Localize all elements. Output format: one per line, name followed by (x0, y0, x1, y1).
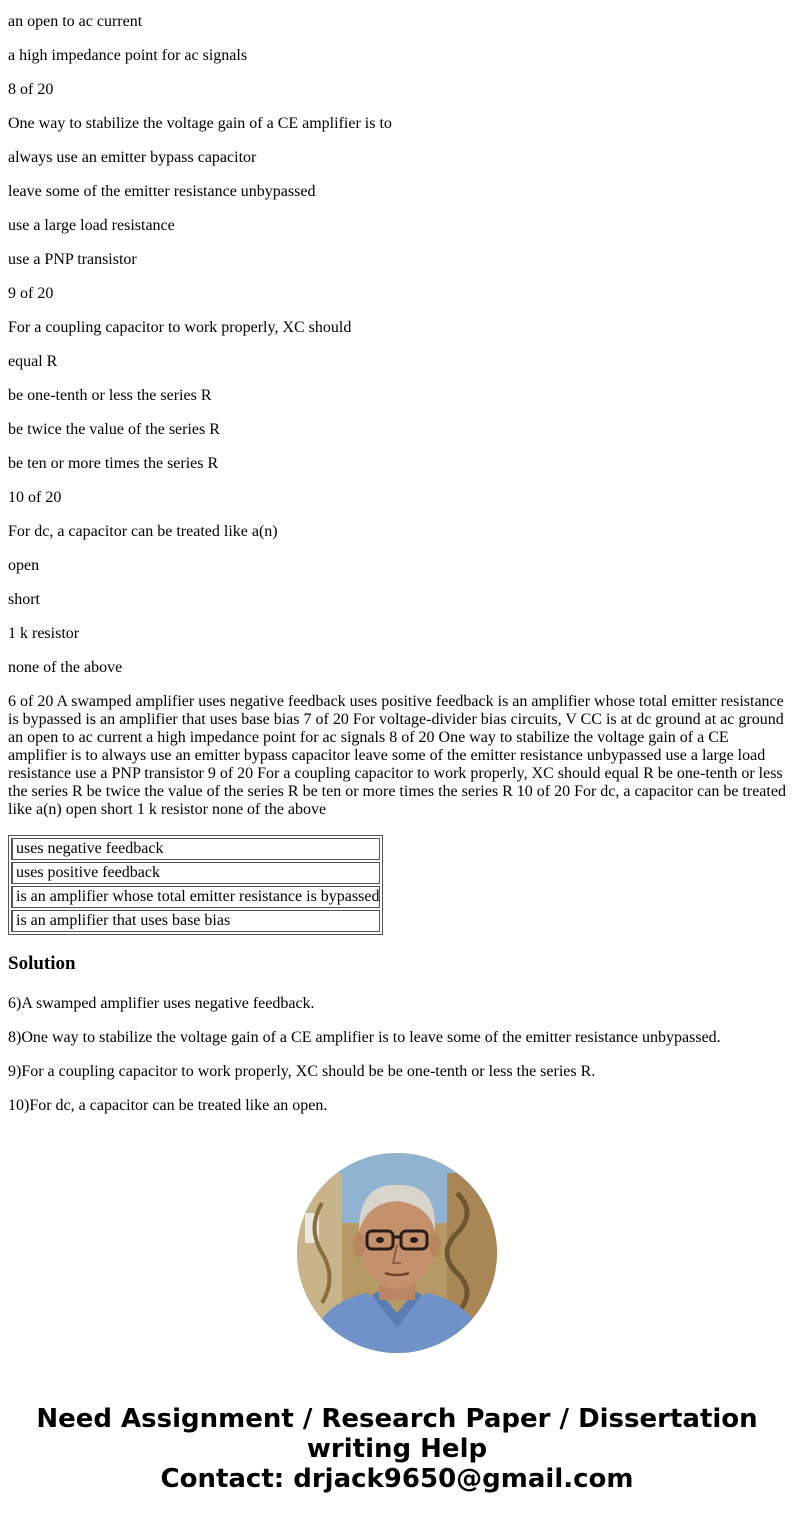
document-body (8, 13, 788, 1131)
author-avatar (297, 1153, 497, 1353)
question-text: For a coupling capacitor to work properly, XC should (8, 319, 352, 336)
question-number: 9 of 20 (8, 285, 54, 302)
option-text: leave some of the emitter resistance unbypassed (8, 183, 316, 200)
table-row (11, 838, 380, 860)
question-text: For dc, a capacitor can be treated like a(n) (8, 523, 278, 540)
table-cell: is an amplifier whose total emitter resistance is bypassed (11, 886, 380, 908)
table-cell: is an amplifier that uses base bias (11, 910, 380, 932)
table-cell: uses positive feedback (11, 862, 380, 884)
table-row (11, 910, 380, 932)
question-number: 10 of 20 (8, 489, 62, 506)
option-text: be twice the value of the series R (8, 421, 220, 438)
answer-line: 8)One way to stabilize the voltage gain of a CE amplifier is to leave some of the emitter resistance unbypassed. (8, 1029, 721, 1046)
question-lines (8, 13, 788, 677)
option-text: short (8, 591, 40, 608)
question-text: One way to stabilize the voltage gain of a CE amplifier is to (8, 115, 392, 132)
solution-answers (8, 995, 788, 1115)
promo-line: Need Assignment / Research Paper / Dissertation (36, 1404, 758, 1434)
option-text: be ten or more times the series R (8, 455, 219, 472)
summary-paragraph: 6 of 20 A swamped amplifier uses negative feedback uses positive feedback is an amplifier whose total emitter resistance is bypassed is an amplifier that uses base bias 7 of 20 For voltage-divider bias circuits, V CC is at dc ground at ac ground an open to ac current a high impedance point for ac signals 8 of 20 One way to stabilize the voltage gain of a CE amplifier is to always use an emitter bypass capacitor leave some of the emitter resistance unbypassed use a large load resistance use a PNP transistor 9 of 20 For a coupling capacitor to work properly, XC should equal R be one-tenth or less the series R be twice the value of the series R be ten or more times the series R 10 of 20 For dc, a capacitor can be treated like a(n) open short 1 k resistor none of the above (8, 693, 786, 818)
answer-line: 6)A swamped amplifier uses negative feedback. (8, 995, 315, 1012)
options-table (8, 835, 383, 935)
text-line: a high impedance point for ac signals (8, 47, 248, 64)
avatar-portrait (297, 1153, 497, 1353)
contact-email: Contact: drjack9650@gmail.com (160, 1464, 634, 1494)
promo-line: writing Help (306, 1434, 488, 1464)
option-text: use a large load resistance (8, 217, 175, 234)
answer-line: 9)For a coupling capacitor to work properly, XC should be be one-tenth or less the series R. (8, 1063, 596, 1080)
question-number: 8 of 20 (8, 81, 54, 98)
text-line: an open to ac current (8, 13, 143, 30)
option-text: use a PNP transistor (8, 251, 137, 268)
option-text: equal R (8, 353, 58, 370)
option-text: be one-tenth or less the series R (8, 387, 212, 404)
table-row (11, 886, 380, 908)
table-cell: uses negative feedback (11, 838, 380, 860)
table-row (11, 862, 380, 884)
solution-heading: Solution (8, 953, 76, 974)
option-text: always use an emitter bypass capacitor (8, 149, 257, 166)
option-text: open (8, 557, 40, 574)
option-text: none of the above (8, 659, 123, 676)
answer-line: 10)For dc, a capacitor can be treated like an open. (8, 1097, 328, 1114)
option-text: 1 k resistor (8, 625, 80, 642)
promo-footer (0, 1404, 794, 1494)
